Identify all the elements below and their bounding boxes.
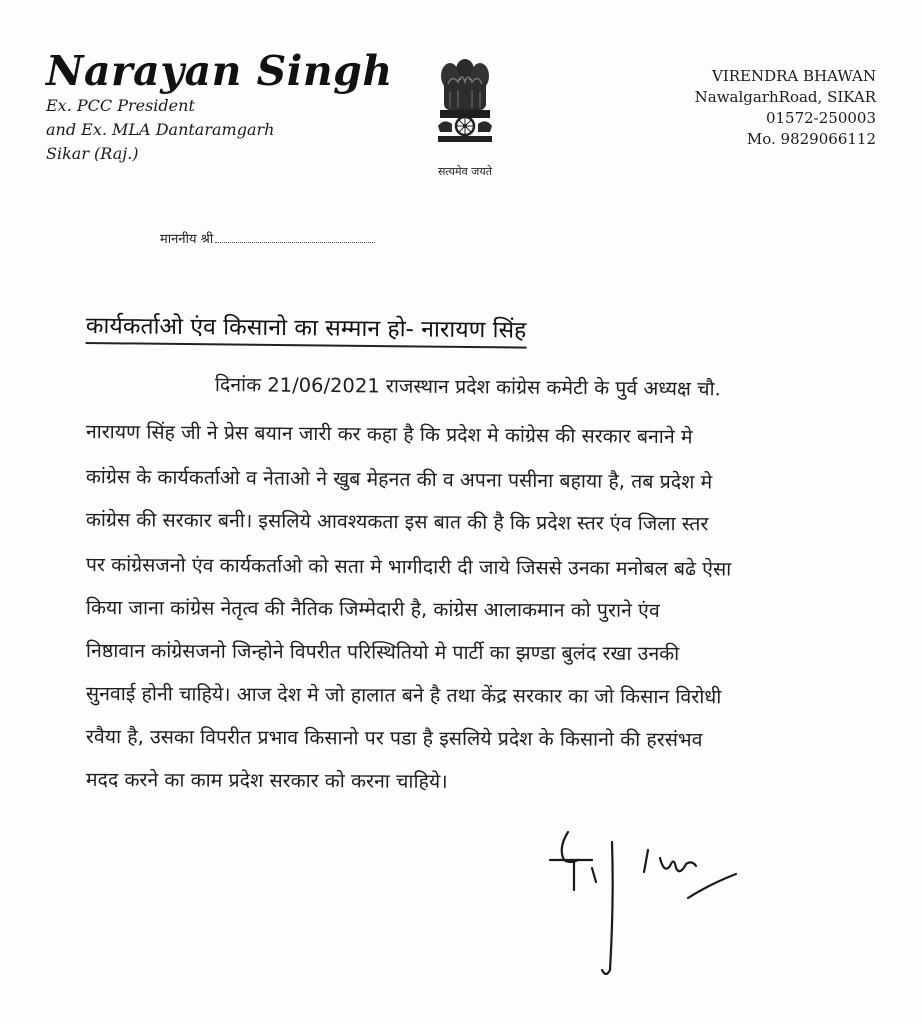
phone-number: 01572-250003: [765, 109, 876, 127]
letterhead-sender: [46, 48, 393, 166]
sender-location: Sikar (Raj.): [46, 144, 139, 163]
handwritten-signature-icon: [540, 820, 760, 990]
mobile-number: Mo. 9829066112: [746, 130, 876, 148]
salutation-text: माननीय श्री: [160, 232, 214, 247]
sender-name: Narayan Singh: [46, 47, 393, 95]
letterhead-address: [695, 66, 876, 150]
body-line: रवैया है, उसका विपरीत प्रभाव किसानो पर पडा है इसलिये प्रदेश के किसानो की हरसंभव: [85, 724, 703, 752]
body-line: किया जाना कांग्रेस नेतृत्व की नैतिक जिम्मेदारी है, कांग्रेस आलाकमान को पुराने एंव: [85, 595, 660, 623]
salutation-dotted-line: [215, 242, 375, 243]
headline: [86, 308, 527, 345]
sender-title-2: and Ex. MLA Dantaramgarh: [46, 120, 275, 139]
salutation: [160, 229, 375, 247]
address-line-2: NawalgarhRoad, SIKAR: [694, 88, 876, 106]
national-emblem-icon: [432, 52, 498, 160]
sender-title-1: Ex. PCC President: [46, 96, 195, 115]
body-line: पर कांग्रेसजनो एंव कार्यकर्ताओ को सता मे भागीदारी दी जाये जिससे उनका मनोबल बढे ऐसा: [85, 552, 732, 581]
body-line: कांग्रेस के कार्यकर्ताओ व नेताओ ने खुब मेहनत की व अपना पसीना बहाया है, तब प्रदेश मे: [85, 464, 713, 494]
signature: [540, 820, 760, 990]
address-line-1: VIRENDRA BHAWAN: [711, 67, 876, 85]
headline-text: कार्यकर्ताओ एंव किसानो का सम्मान हो- नारायण सिंह: [86, 313, 527, 349]
emblem-motto: सत्यमेव जयते: [437, 165, 492, 178]
body-line: निष्ठावान कांग्रेसजनो जिन्होने विपरीत परिस्थितियो मे पार्टी का झण्डा बुलंद रखा उनकी: [85, 638, 680, 666]
body-line: कांग्रेस की सरकार बनी। इसलिये आवश्यकता इस बात की है कि प्रदेश स्तर एंव जिला स्तर: [85, 507, 709, 536]
body-line: मदद करने का काम प्रदेश सरकार को करना चाहिये।: [85, 767, 448, 793]
body-line: दिनांक 21/06/2021 राजस्थान प्रदेश कांग्रेस कमेटी के पुर्व अध्यक्ष चौ.: [214, 372, 721, 401]
body-line: नारायण सिंह जी ने प्रेस बयान जारी कर कहा है कि प्रदेश मे कांग्रेस की सरकार बनाने मे: [85, 419, 693, 449]
body-line: सुनवाई होनी चाहिये। आज देश मे जो हालात बने है तथा केंद्र सरकार का जो किसान विरोधी: [85, 681, 722, 709]
national-emblem: [420, 52, 510, 184]
